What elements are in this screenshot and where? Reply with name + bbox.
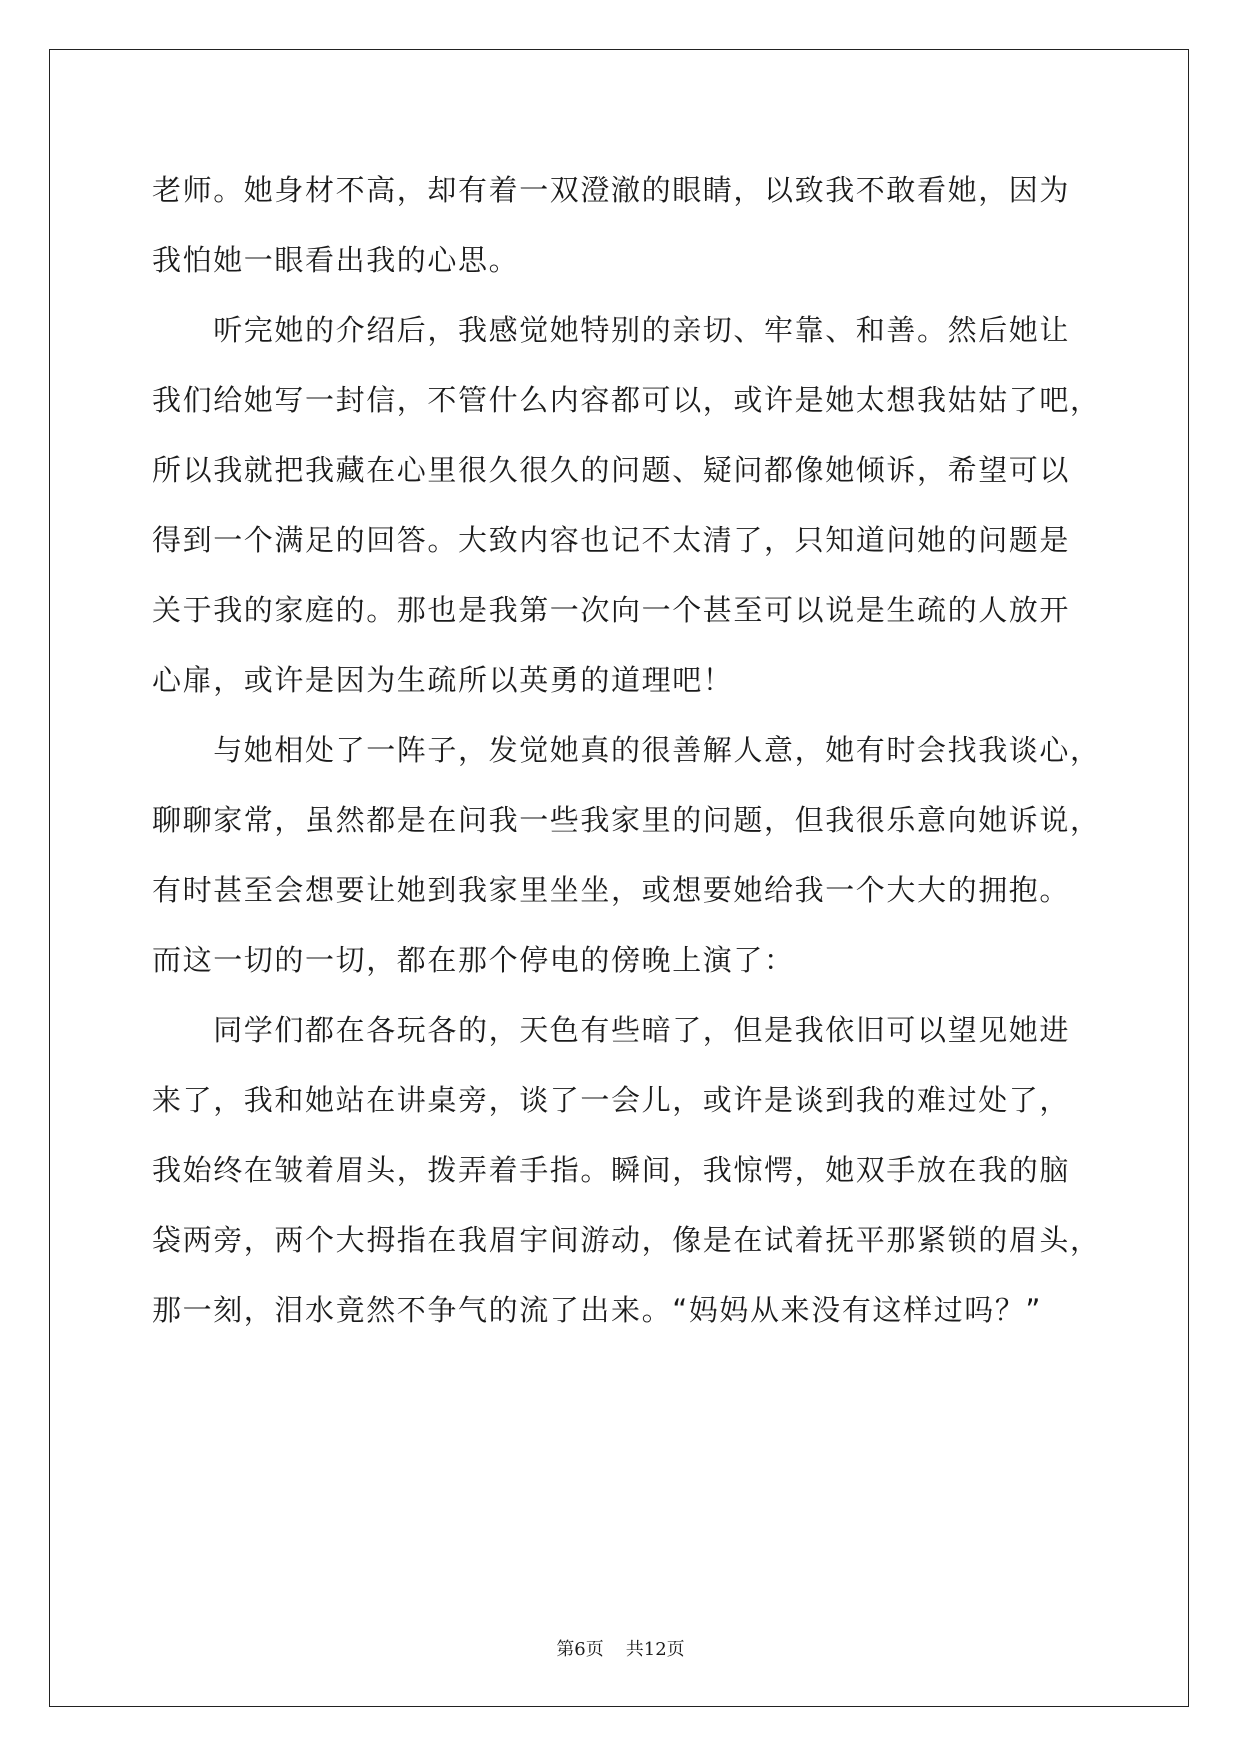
page-footer xyxy=(0,1638,1241,1662)
text-line: 同学们都在各玩各的，天色有些暗了，但是我依旧可以望见她进 xyxy=(152,1013,1071,1047)
text-line: 与她相处了一阵子，发觉她真的很善解人意，她有时会找我谈心， xyxy=(152,733,1101,767)
text-line: 我始终在皱着眉头，拨弄着手指。瞬间，我惊愕，她双手放在我的脑 xyxy=(152,1153,1071,1187)
text-line: 来了，我和她站在讲桌旁，谈了一会儿，或许是谈到我的难过处了， xyxy=(152,1083,1071,1117)
text-line: 我怕她一眼看出我的心思。 xyxy=(152,243,520,277)
text-line: 所以我就把我藏在心里很久很久的问题、疑问都像她倾诉，希望可以 xyxy=(152,453,1071,487)
page-total: 共12页 xyxy=(625,1639,685,1660)
text-line: 老师。她身材不高，却有着一双澄澈的眼睛，以致我不敢看她，因为 xyxy=(152,173,1071,207)
page-number: 第6页 xyxy=(556,1639,604,1660)
text-line: 得到一个满足的回答。大致内容也记不太清了，只知道问她的问题是 xyxy=(152,523,1071,557)
text-line: 那一刻，泪水竟然不争气的流了出来。“妈妈从来没有这样过吗？” xyxy=(152,1293,1043,1327)
text-line: 我们给她写一封信，不管什么内容都可以，或许是她太想我姑姑了吧， xyxy=(152,383,1101,417)
text-line: 聊聊家常，虽然都是在问我一些我家里的问题，但我很乐意向她诉说， xyxy=(152,803,1101,837)
text-line: 关于我的家庭的。那也是我第一次向一个甚至可以说是生疏的人放开 xyxy=(152,593,1071,627)
text-line: 而这一切的一切，都在那个停电的傍晚上演了： xyxy=(152,943,795,977)
text-line: 听完她的介绍后，我感觉她特别的亲切、牢靠、和善。然后她让 xyxy=(152,313,1071,347)
text-line: 袋两旁，两个大拇指在我眉宇间游动，像是在试着抚平那紧锁的眉头， xyxy=(152,1223,1101,1257)
text-line: 心扉，或许是因为生疏所以英勇的道理吧！ xyxy=(152,663,734,697)
text-line: 有时甚至会想要让她到我家里坐坐，或想要她给我一个大大的拥抱。 xyxy=(152,873,1071,907)
